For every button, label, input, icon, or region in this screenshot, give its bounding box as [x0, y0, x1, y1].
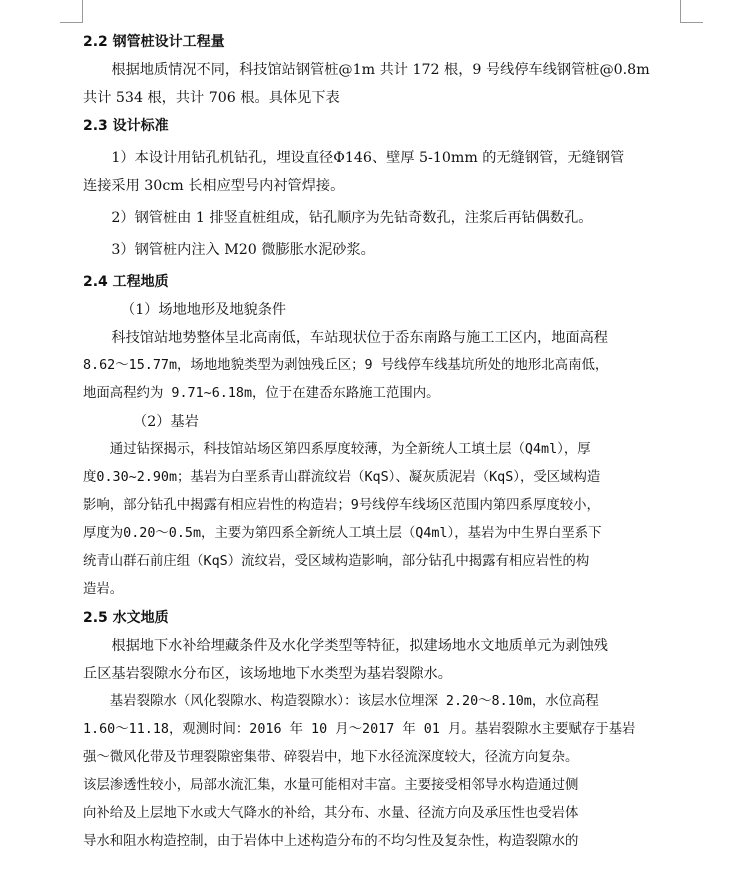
section-heading-2-5: 2.5 水文地质 — [83, 610, 169, 626]
subheading-bedrock: （2）基岩 — [133, 414, 199, 430]
section-heading-2-4: 2.4 工程地质 — [83, 274, 169, 290]
document-page — [83, 28, 681, 856]
page-corner-mark-right — [680, 0, 703, 23]
paragraph-pile-quantity-cont: 共计 534 根，共计 706 根。具体见下表 — [83, 90, 340, 106]
paragraph-fissure-water-cont: 1.60～11.18，观测时间：2016 年 10 月～2017 年 01 月。基岩裂隙水主要赋存于基岩 强～微风化带及节理裂隙密集带、碎裂岩中，地下水径流深度较大，径流方向复杂。 该层渗透性较小，局部水流汇集，水量可能相对丰富。主要接受相邻导水构造通过侧 向补给及上层地下水或大气降水的补给，其分布、水量、径流方向及承压性也受岩体 导水和阻水构造控制，由于岩体中上述构造分布的不均匀性及复杂性，构造裂隙水的 — [83, 722, 636, 849]
paragraph-hydro-unit-cont: 丘区基岩裂隙水分布区，该场地地下水类型为基岩裂隙水。 — [83, 666, 452, 682]
list-item-drilling: 1）本设计用钻孔机钻孔，埋设直径Φ146、壁厚 5-10mm 的无缝钢管，无缝钢管 — [111, 150, 625, 166]
paragraph-terrain-cont: 8.62～15.77m，场地地貌类型为剥蚀残丘区；9 号线停车线基坑所处的地形北高南低， 地面高程约为 9.71~6.18m，位于在建岙东路施工范围内。 — [83, 358, 609, 401]
page-corner-mark-left — [60, 0, 83, 23]
list-item-drilling-cont: 连接采用 30cm 长相应型号内衬管焊接。 — [83, 178, 345, 194]
paragraph-hydro-unit: 根据地下水补给埋藏条件及水化学类型等特征，拟建场地水文地质单元为剥蚀残 — [111, 638, 608, 654]
section-heading-2-3: 2.3 设计标准 — [83, 118, 169, 134]
subheading-terrain: （1）场地地形及地貌条件 — [121, 302, 287, 318]
list-item-mortar: 3）钢管桩内注入 M20 微膨胀水泥砂浆。 — [111, 242, 375, 258]
paragraph-bedrock: 通过钻探揭示，科技馆站场区第四系厚度较薄，为全新统人工填土层（Q4ml），厚 — [109, 442, 591, 457]
section-heading-2-2: 2.2 钢管桩设计工程量 — [83, 34, 225, 50]
paragraph-pile-quantity: 根据地质情况不同，科技馆站钢管桩@1m 共计 172 根，9 号线停车线钢管桩@0.8m — [111, 62, 650, 78]
paragraph-terrain: 科技馆站地势整体呈北高南低，车站现状位于岙东南路与施工工区内，地面高程 — [111, 330, 608, 346]
paragraph-fissure-water: 基岩裂隙水（风化裂隙水、构造裂隙水）：该层水位埋深 2.20～8.10m，水位高程 — [109, 694, 599, 709]
list-item-pile-order: 2）钢管桩由 1 排竖直桩组成，钻孔顺序为先钻奇数孔，注浆后再钻偶数孔。 — [111, 210, 593, 226]
paragraph-bedrock-cont: 度0.30~2.90m；基岩为白垩系青山群流纹岩（KqS）、凝灰质泥岩（KqS），受区域构造 影响，部分钻孔中揭露有相应岩性的构造岩；9号线停车线场区范围内第四系厚度较小， 厚度为0.20～0.5m，主要为第四系全新统人工填土层（Q4ml），基岩为中生界白垩系下 统青山群石前庄组（KqS）流纹岩，受区域构造影响，部分钻孔中揭露有相应岩性的构 造岩。 — [83, 470, 602, 597]
